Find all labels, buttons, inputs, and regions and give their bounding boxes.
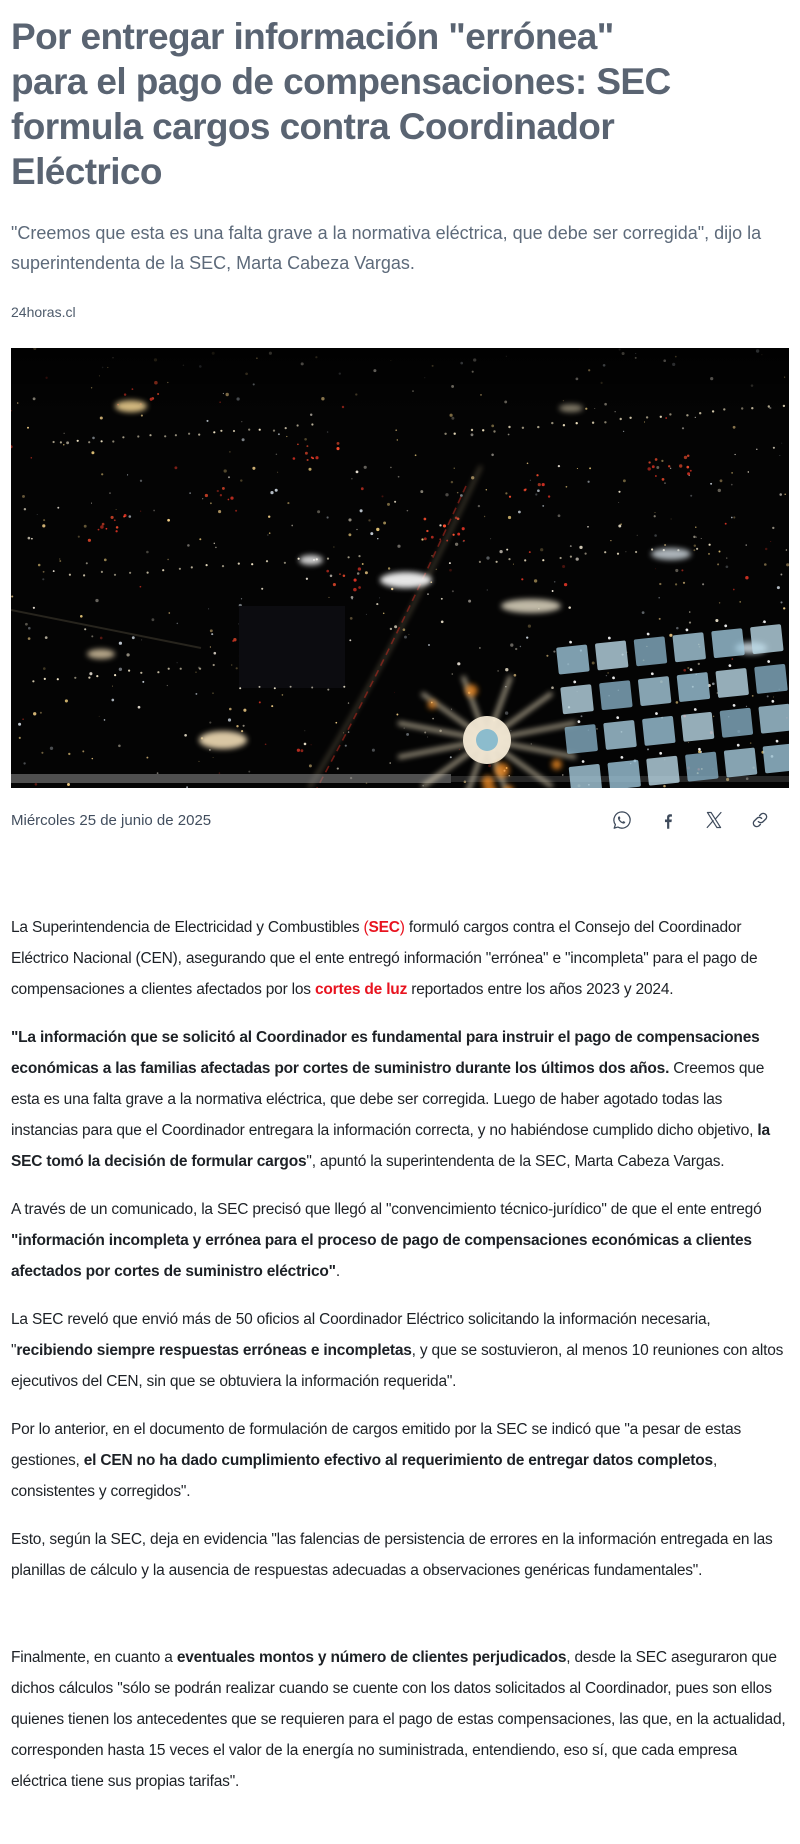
- paragraph-text: La Superintendencia de Electricidad y Combustibles: [11, 919, 364, 936]
- emphasis-text: "información incompleta y errónea para el proceso de pago de compensaciones económicas a clientes afectados por cortes de suministro eléctrico": [11, 1232, 752, 1280]
- paragraph-text: , y que se sostuvieron, al menos 10 reuniones con altos ejecutivos del CEN, sin que se obtuviera la información requerida".: [11, 1342, 784, 1390]
- paragraph-text: La SEC reveló que envió más de 50 oficios al Coordinador Eléctrico solicitando la información necesaria, ": [11, 1311, 711, 1359]
- paragraph-text: Esto, según la SEC, deja en evidencia "las falencias de persistencia de errores en la información entregada en las planillas de cálculo y la ausencia de respuestas adecuadas a observaciones genéricas fundamentales".: [11, 1531, 773, 1579]
- x-icon: [703, 809, 725, 831]
- emphasis-text: "La información que se solicitó al Coordinador es fundamental para instruir el pago de compensaciones económicas a las familias afectadas por cortes de suministro durante los últimos dos años.: [11, 1029, 760, 1077]
- page-title: [11, 14, 789, 194]
- headline-line: formula cargos contra Coordinador: [11, 106, 615, 147]
- paragraph-text: ", apuntó la superintendenta de la SEC, Marta Cabeza Vargas.: [306, 1153, 725, 1170]
- article-paragraph: [11, 912, 789, 1005]
- inline-link[interactable]: cortes de luz: [314, 981, 408, 998]
- article-meta-row: [11, 806, 789, 834]
- paragraph-text: Creemos que esta es una falta grave a la normativa eléctrica, que debe ser corregida. Luego de haber agotado todas las instancias para que el Coordinador entregara la información correcta, y no habiéndose cumplido dicho objetivo,: [11, 1060, 765, 1139]
- headline-line: Por entregar información "errónea": [11, 16, 614, 57]
- whatsapp-icon: [611, 809, 633, 831]
- share-buttons: [611, 809, 789, 831]
- article-body: [11, 912, 789, 1797]
- paragraph-text: .: [335, 1263, 340, 1280]
- emphasis-text: recibiendo siempre respuestas erróneas e incompletas: [16, 1342, 412, 1359]
- share-x-button[interactable]: [703, 809, 725, 831]
- inline-link[interactable]: ): [399, 919, 405, 936]
- article-date: Miércoles 25 de junio de 2025: [11, 811, 212, 829]
- paragraph-text: Finalmente, en cuanto a: [11, 1649, 177, 1666]
- paragraph-text: formuló cargos contra el Consejo del Coordinador Eléctrico Nacional (CEN), asegurando que el ente entregó información "errónea" e "incompleta" para el pago de compensaciones a clientes afectados por los: [11, 919, 758, 998]
- emphasis-text: eventuales montos y número de clientes perjudicados: [176, 1649, 567, 1666]
- emphasis-text: el CEN no ha dado cumplimiento efectivo al requerimiento de entregar datos completos: [83, 1452, 713, 1469]
- facebook-icon: [657, 809, 679, 831]
- article-paragraph: [11, 1194, 789, 1287]
- aerial-night-city-illustration: [11, 348, 789, 788]
- inline-link[interactable]: (: [363, 919, 369, 936]
- paragraph-text: reportados entre los años 2023 y 2024.: [407, 981, 674, 998]
- article-paragraph: [11, 1414, 789, 1507]
- share-whatsapp-button[interactable]: [611, 809, 633, 831]
- paragraph-text: Por lo anterior, en el documento de formulación de cargos emitido por la SEC se indicó que "a pesar de estas gestiones,: [11, 1421, 742, 1469]
- article-paragraph: [11, 1524, 789, 1586]
- paragraph-text: , desde la SEC aseguraron que dichos cálculos "sólo se podrán realizar cuando se cuente con los datos solicitados al Coordinador, pues son ellos quienes tienen los antecedentes que se requieren para el pago de estas compensaciones, las que, en la actualidad, corresponden hasta 15 veces el valor de la energía no suministrada, entendiendo, eso sí, que cada empresa eléctrica tiene sus propias tarifas".: [11, 1649, 786, 1790]
- article-paragraph: [11, 1642, 789, 1797]
- emphasis-text: la SEC tomó la decisión de formular cargos: [11, 1122, 770, 1170]
- headline-line: para el pago de compensaciones: SEC: [11, 61, 671, 102]
- paragraph-text: A través de un comunicado, la SEC precisó que llegó al "convencimiento técnico-jurídico" de que el ente entregó: [11, 1201, 762, 1218]
- share-link-button[interactable]: [749, 809, 771, 831]
- article-subtitle: "Creemos que esta es una falta grave a la normativa eléctrica, que debe ser corregida", dijo la superintendenta de la SEC, Marta Cabeza Vargas.: [11, 223, 762, 273]
- article-paragraph: [11, 1304, 789, 1397]
- hero-image: [11, 348, 789, 788]
- paragraph-text: , consistentes y corregidos".: [11, 1452, 718, 1500]
- byline: 24horas.cl: [11, 304, 76, 320]
- share-facebook-button[interactable]: [657, 809, 679, 831]
- link-icon: [749, 809, 771, 831]
- headline-line: Eléctrico: [11, 151, 162, 192]
- article-paragraph: [11, 1022, 789, 1177]
- inline-link[interactable]: SEC: [368, 919, 400, 936]
